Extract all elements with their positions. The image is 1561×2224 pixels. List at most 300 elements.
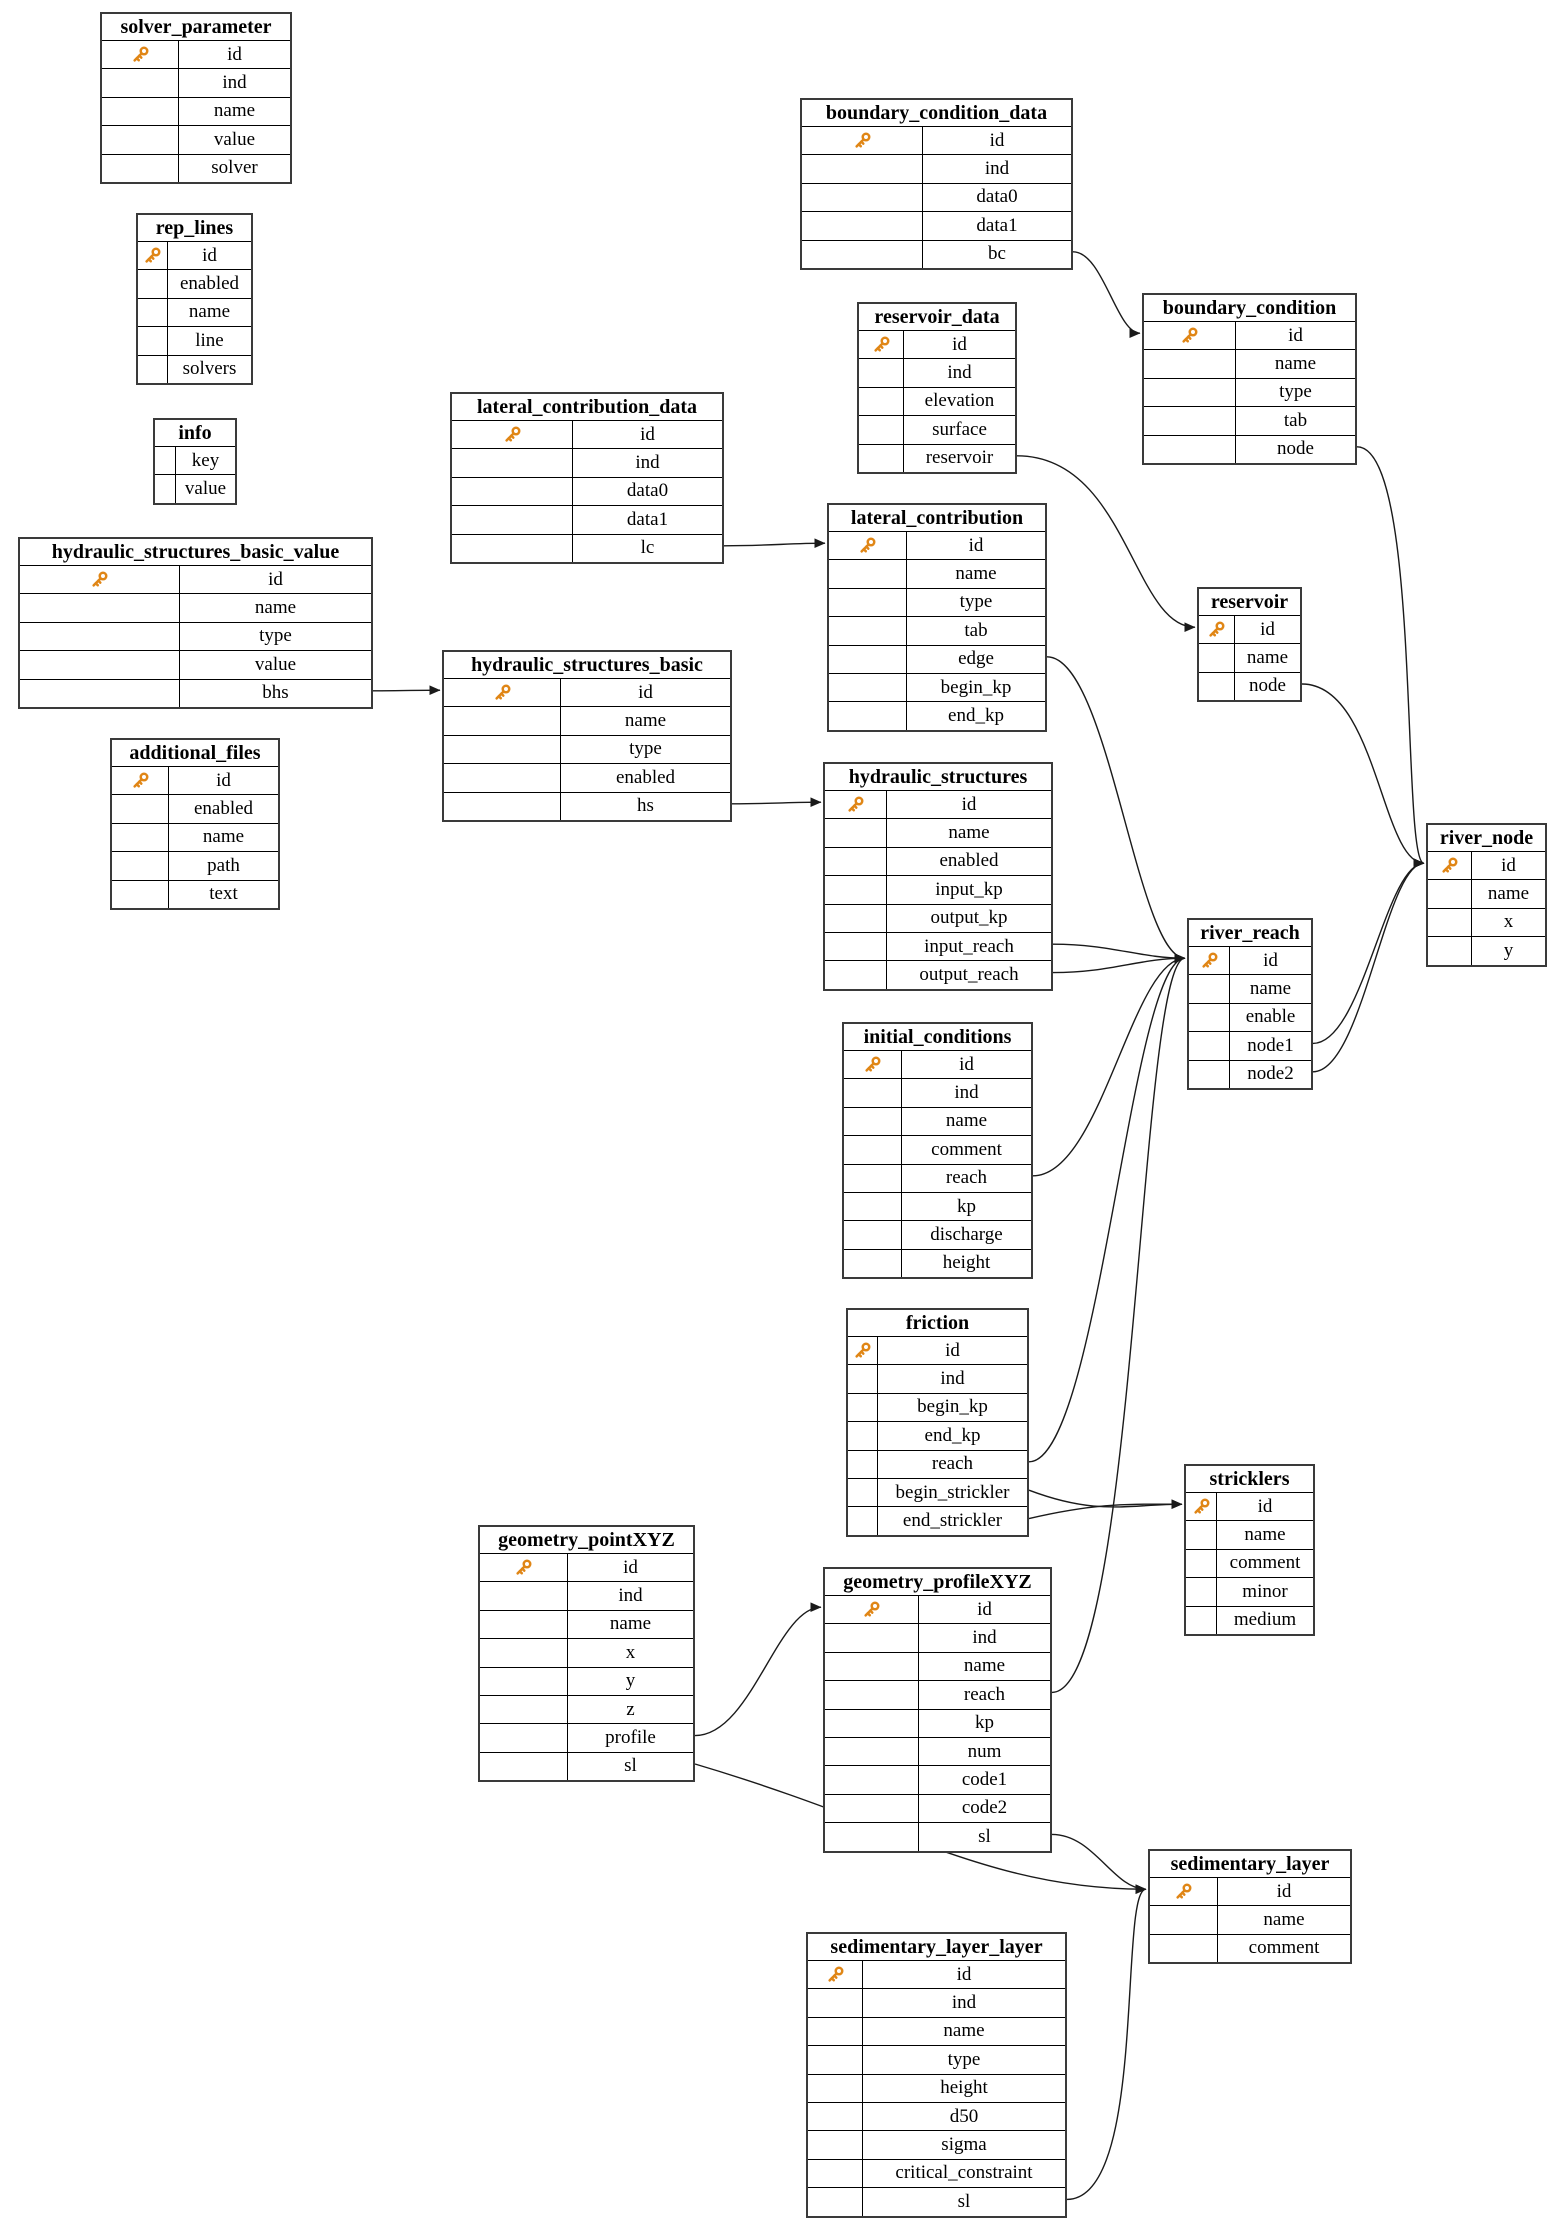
field-name: name [624, 710, 667, 732]
primary-key-icon [826, 1965, 845, 1984]
field-row-sedimentary_layer-comment [1150, 1934, 1350, 1962]
field-row-hydraulic_structures-id [825, 790, 1051, 818]
field-name: id [1257, 1495, 1273, 1517]
field-row-initial_conditions-id [844, 1050, 1031, 1078]
field-row-geometry_profileXYZ-id [825, 1595, 1050, 1623]
key-cell-empty [844, 1193, 902, 1220]
field-row-river_node-id [1428, 851, 1545, 879]
fk-edge-hydraulic_structures.output_reach-to-river_reach [1053, 958, 1185, 972]
table-hydraulic_structures_basic_value [18, 537, 373, 709]
field-row-lateral_contribution_data-ind [452, 448, 722, 476]
field-row-boundary_condition_data-data1 [802, 211, 1071, 239]
key-cell-empty [802, 184, 923, 211]
key-cell-empty [848, 1394, 878, 1421]
field-row-geometry_pointXYZ-x [480, 1638, 693, 1666]
field-row-lateral_contribution_data-data1 [452, 505, 722, 533]
field-name: x [1503, 911, 1514, 933]
key-cell-empty [20, 623, 180, 650]
field-name: sigma [941, 2134, 987, 2156]
field-name: value [184, 478, 227, 500]
field-name: type [1279, 381, 1312, 403]
table-title-river_reach: river_reach [1200, 921, 1300, 944]
field-name: id [1260, 618, 1275, 640]
field-name: name [1249, 978, 1292, 1000]
field-row-geometry_profileXYZ-name [825, 1652, 1050, 1680]
field-row-initial_conditions-height [844, 1249, 1031, 1277]
field-name: comment [1229, 1552, 1301, 1574]
field-row-lateral_contribution-tab [829, 616, 1045, 644]
field-name: id [1263, 949, 1278, 971]
field-row-geometry_profileXYZ-reach [825, 1680, 1050, 1708]
key-cell-empty [829, 589, 907, 616]
key-cell-empty [844, 1250, 902, 1277]
field-row-boundary_condition-node [1144, 435, 1355, 463]
field-name: end_strickler [902, 1510, 1003, 1532]
fk-edge-hydraulic_structures_basic.hs-to-hydraulic_structures [732, 802, 821, 804]
field-name: name [1274, 353, 1317, 375]
key-cell-empty [825, 876, 887, 903]
field-row-lateral_contribution-id [829, 531, 1045, 559]
primary-key-icon [131, 771, 150, 790]
key-cell-empty [829, 617, 907, 644]
primary-key-icon [858, 536, 877, 555]
key-cell-empty [480, 1753, 568, 1780]
primary-key-cell [20, 566, 180, 593]
key-cell-empty [829, 674, 907, 701]
field-row-boundary_condition-type [1144, 378, 1355, 406]
field-name: node2 [1247, 1063, 1294, 1085]
field-row-hydraulic_structures_basic-type [444, 735, 730, 763]
key-cell-empty [825, 905, 887, 932]
table-title-reservoir_data: reservoir_data [874, 305, 1000, 328]
field-name: begin_kp [940, 676, 1012, 698]
field-row-friction-end_kp [848, 1421, 1027, 1449]
field-row-sedimentary_layer_layer-sl [808, 2187, 1065, 2215]
table-initial_conditions [842, 1022, 1033, 1279]
field-row-geometry_pointXYZ-sl [480, 1752, 693, 1780]
primary-key-cell [452, 421, 573, 448]
field-row-sedimentary_layer_layer-d50 [808, 2102, 1065, 2130]
key-cell-empty [1189, 1032, 1230, 1059]
field-row-hydraulic_structures-output_kp [825, 904, 1051, 932]
field-name: name [1487, 883, 1530, 905]
key-cell-empty [808, 1989, 863, 2016]
field-name: input_kp [935, 878, 1003, 900]
field-row-stricklers-comment [1186, 1549, 1313, 1577]
key-cell-empty [848, 1365, 878, 1392]
primary-key-icon [846, 795, 865, 814]
key-cell-empty [844, 1165, 902, 1192]
key-cell-empty [1428, 880, 1472, 907]
field-row-hydraulic_structures-enabled [825, 847, 1051, 875]
field-row-river_reach-name [1189, 974, 1311, 1002]
field-row-solver_parameter-solver [102, 154, 290, 182]
primary-key-cell [848, 1337, 878, 1364]
key-cell-empty [20, 594, 180, 621]
primary-key-icon [863, 1055, 882, 1074]
field-row-solver_parameter-name [102, 97, 290, 125]
primary-key-icon [1174, 1882, 1193, 1901]
field-row-river_node-x [1428, 908, 1545, 936]
field-name: enabled [615, 766, 676, 788]
field-row-reservoir_data-ind [859, 358, 1015, 386]
field-row-hydraulic_structures-input_kp [825, 875, 1051, 903]
field-name: kp [957, 1195, 976, 1217]
field-row-hydraulic_structures_basic_value-type [20, 622, 371, 650]
field-row-rep_lines-enabled [138, 269, 251, 297]
table-title-solver_parameter: solver_parameter [120, 15, 272, 38]
field-name: lc [640, 537, 655, 559]
field-name: num [967, 1740, 1002, 1762]
field-name: value [254, 653, 297, 675]
field-row-lateral_contribution-begin_kp [829, 673, 1045, 701]
field-name: sl [978, 1825, 991, 1847]
field-row-additional_files-text [112, 880, 278, 908]
field-name: medium [1233, 1609, 1297, 1631]
field-row-rep_lines-line [138, 326, 251, 354]
field-row-hydraulic_structures-input_reach [825, 932, 1051, 960]
field-row-sedimentary_layer_layer-sigma [808, 2130, 1065, 2158]
table-boundary_condition_data [800, 98, 1073, 270]
field-row-lateral_contribution-edge [829, 645, 1045, 673]
field-name: node [1277, 438, 1314, 460]
table-lateral_contribution [827, 503, 1047, 732]
field-name: solvers [182, 358, 237, 380]
field-name: id [989, 129, 1005, 151]
field-name: id [1288, 324, 1303, 346]
table-title-hydraulic_structures: hydraulic_structures [848, 765, 1028, 788]
fk-edge-geometry_profileXYZ.reach-to-river_reach [1052, 958, 1185, 1692]
field-row-sedimentary_layer_layer-type [808, 2045, 1065, 2073]
field-row-boundary_condition_data-id [802, 126, 1071, 154]
field-name: id [216, 769, 231, 791]
field-row-sedimentary_layer_layer-name [808, 2017, 1065, 2045]
field-row-geometry_pointXYZ-ind [480, 1581, 693, 1609]
key-cell-empty [844, 1108, 902, 1135]
field-row-lateral_contribution-name [829, 559, 1045, 587]
primary-key-icon [90, 570, 109, 589]
primary-key-cell [138, 242, 168, 269]
primary-key-cell [829, 532, 907, 559]
field-row-river_node-name [1428, 879, 1545, 907]
table-sedimentary_layer [1148, 1849, 1352, 1964]
field-row-reservoir_data-elevation [859, 387, 1015, 415]
field-row-initial_conditions-reach [844, 1164, 1031, 1192]
field-row-geometry_profileXYZ-code1 [825, 1765, 1050, 1793]
field-name: ind [222, 72, 247, 94]
field-row-geometry_pointXYZ-name [480, 1610, 693, 1638]
field-name: elevation [924, 390, 995, 412]
key-cell-empty [844, 1079, 902, 1106]
field-name: type [259, 625, 292, 647]
key-cell-empty [20, 651, 180, 678]
table-title-lateral_contribution_data: lateral_contribution_data [477, 395, 697, 418]
primary-key-cell [808, 1961, 863, 1988]
key-cell-empty [848, 1507, 878, 1534]
key-cell-empty [802, 212, 923, 239]
key-cell-empty [844, 1136, 902, 1163]
key-cell-empty [848, 1422, 878, 1449]
field-row-boundary_condition-id [1144, 321, 1355, 349]
field-name: tab [964, 619, 988, 641]
field-row-friction-reach [848, 1450, 1027, 1478]
field-row-stricklers-medium [1186, 1606, 1313, 1634]
key-cell-empty [859, 388, 904, 415]
key-cell-empty [1428, 937, 1472, 964]
fk-edge-reservoir.node-to-river_node [1302, 684, 1424, 863]
field-name: name [1244, 1524, 1286, 1546]
field-name: id [959, 1053, 974, 1075]
field-name: name [188, 301, 231, 323]
primary-key-icon [1180, 326, 1199, 345]
table-rep_lines [136, 213, 253, 385]
table-title-river_node: river_node [1439, 826, 1534, 849]
field-row-river_reach-node2 [1189, 1060, 1311, 1088]
table-info [153, 418, 237, 505]
table-title-geometry_profileXYZ: geometry_profileXYZ [843, 1570, 1032, 1593]
key-cell-empty [20, 680, 180, 707]
fk-edge-boundary_condition_data.bc-to-boundary_condition [1073, 252, 1140, 333]
field-name: hs [637, 795, 654, 817]
field-name: reach [945, 1167, 988, 1189]
field-name: name [213, 100, 256, 122]
field-name: ind [984, 158, 1010, 180]
key-cell-empty [825, 1653, 919, 1680]
table-friction [846, 1308, 1029, 1537]
key-cell-empty [825, 1823, 919, 1850]
field-row-additional_files-name [112, 823, 278, 851]
key-cell-empty [829, 702, 907, 729]
key-cell-empty [138, 327, 168, 354]
field-name: d50 [949, 2105, 979, 2127]
field-name: text [209, 883, 238, 905]
key-cell-empty [848, 1479, 878, 1506]
fk-edge-geometry_pointXYZ.profile-to-geometry_profileXYZ [695, 1607, 821, 1735]
field-row-river_reach-node1 [1189, 1031, 1311, 1059]
field-name: id [202, 244, 217, 266]
field-name: id [968, 534, 984, 556]
primary-key-icon [1440, 856, 1459, 875]
field-row-stricklers-id [1186, 1492, 1313, 1520]
key-cell-empty [1144, 436, 1236, 463]
field-row-reservoir_data-id [859, 330, 1015, 358]
field-name: name [254, 597, 297, 619]
table-sedimentary_layer_layer [806, 1932, 1067, 2218]
field-name: name [1263, 1909, 1305, 1931]
key-cell-empty [825, 961, 887, 988]
field-name: name [945, 1110, 988, 1132]
primary-key-cell [1150, 1878, 1218, 1905]
field-row-geometry_profileXYZ-ind [825, 1623, 1050, 1651]
primary-key-icon [1207, 620, 1226, 639]
field-name: enabled [179, 273, 240, 295]
key-cell-empty [1150, 1906, 1218, 1933]
key-cell-empty [452, 506, 573, 533]
field-name: id [1276, 1880, 1292, 1902]
fk-edge-sedimentary_layer_layer.sl-to-sedimentary_layer [1067, 1889, 1146, 2199]
table-title-boundary_condition: boundary_condition [1162, 296, 1337, 319]
key-cell-empty [808, 2018, 863, 2045]
table-boundary_condition [1142, 293, 1357, 465]
primary-key-cell [859, 331, 904, 358]
field-row-reservoir_data-reservoir [859, 444, 1015, 472]
table-reservoir_data [857, 302, 1017, 474]
field-row-boundary_condition_data-bc [802, 240, 1071, 268]
key-cell-empty [112, 795, 169, 822]
table-title-boundary_condition_data: boundary_condition_data [825, 101, 1048, 124]
table-reservoir [1197, 587, 1302, 702]
field-row-river_node-y [1428, 936, 1545, 964]
key-cell-empty [825, 819, 887, 846]
field-name: line [195, 329, 224, 351]
field-name: data0 [976, 186, 1018, 208]
field-name: height [942, 1252, 991, 1274]
key-cell-empty [1144, 350, 1236, 377]
field-name: begin_strickler [895, 1481, 1010, 1503]
key-cell-empty [825, 1795, 919, 1822]
field-name: data1 [976, 214, 1018, 236]
field-row-initial_conditions-ind [844, 1078, 1031, 1106]
field-name: id [945, 1339, 960, 1361]
key-cell-empty [1428, 909, 1472, 936]
key-cell-empty [808, 2131, 863, 2158]
key-cell-empty [452, 535, 573, 562]
field-name: name [948, 822, 990, 844]
field-row-solver_parameter-ind [102, 68, 290, 96]
key-cell-empty [1150, 1935, 1218, 1962]
field-row-hydraulic_structures_basic-hs [444, 792, 730, 820]
field-row-reservoir-id [1199, 615, 1300, 643]
field-name: ind [954, 1082, 979, 1104]
field-row-friction-begin_kp [848, 1393, 1027, 1421]
table-title-friction: friction [905, 1311, 970, 1334]
key-cell-empty [480, 1639, 568, 1666]
field-row-geometry_profileXYZ-sl [825, 1822, 1050, 1850]
field-row-reservoir_data-surface [859, 415, 1015, 443]
field-row-lateral_contribution_data-lc [452, 534, 722, 562]
key-cell-empty [825, 1766, 919, 1793]
key-cell-empty [825, 1681, 919, 1708]
field-name: name [202, 826, 245, 848]
field-name: id [640, 423, 655, 445]
field-name: minor [1242, 1580, 1288, 1602]
field-name: enabled [193, 798, 254, 820]
field-row-lateral_contribution-type [829, 588, 1045, 616]
field-name: id [952, 333, 967, 355]
key-cell-empty [112, 881, 169, 908]
primary-key-cell [444, 679, 561, 706]
table-river_node [1426, 823, 1547, 967]
key-cell-empty [102, 155, 179, 182]
table-title-sedimentary_layer_layer: sedimentary_layer_layer [830, 1935, 1043, 1958]
field-name: comment [1248, 1937, 1320, 1959]
primary-key-icon [143, 246, 162, 265]
field-row-stricklers-name [1186, 1520, 1313, 1548]
field-name: reservoir [925, 447, 994, 469]
field-row-rep_lines-solvers [138, 355, 251, 383]
key-cell-empty [102, 98, 179, 125]
primary-key-cell [112, 767, 169, 794]
key-cell-empty [808, 2075, 863, 2102]
field-row-geometry_pointXYZ-y [480, 1667, 693, 1695]
field-row-reservoir-name [1199, 643, 1300, 671]
primary-key-cell [480, 1554, 568, 1581]
field-row-sedimentary_layer_layer-critical_constraint [808, 2159, 1065, 2187]
field-name: ind [618, 1585, 643, 1607]
key-cell-empty [1186, 1578, 1217, 1605]
key-cell-empty [112, 852, 169, 879]
key-cell-empty [480, 1668, 568, 1695]
field-name: begin_kp [917, 1396, 988, 1418]
table-solver_parameter [100, 12, 292, 184]
key-cell-empty [859, 416, 904, 443]
primary-key-cell [1199, 616, 1235, 643]
field-name: x [625, 1641, 636, 1663]
field-name: name [963, 1655, 1006, 1677]
key-cell-empty [155, 447, 176, 474]
key-cell-empty [444, 764, 561, 791]
field-name: id [638, 681, 653, 703]
field-row-friction-ind [848, 1364, 1027, 1392]
key-cell-empty [859, 359, 904, 386]
key-cell-empty [480, 1611, 568, 1638]
table-title-initial_conditions: initial_conditions [863, 1025, 1012, 1048]
key-cell-empty [155, 475, 176, 502]
table-title-stricklers: stricklers [1209, 1467, 1290, 1490]
fk-edge-hydraulic_structures_basic_value.bhs-to-hydraulic_structures_basic [373, 690, 440, 691]
table-lateral_contribution_data [450, 392, 724, 564]
key-cell-empty [829, 646, 907, 673]
key-cell-empty [1186, 1607, 1217, 1634]
fk-edge-initial_conditions.reach-to-river_reach [1033, 958, 1185, 1176]
field-row-hydraulic_structures-output_reach [825, 960, 1051, 988]
field-row-hydraulic_structures_basic_value-value [20, 650, 371, 678]
primary-key-cell [102, 41, 179, 68]
field-name: ind [940, 1368, 965, 1390]
field-row-reservoir-node [1199, 672, 1300, 700]
field-name: code2 [961, 1797, 1008, 1819]
key-cell-empty [102, 126, 179, 153]
table-river_reach [1187, 918, 1313, 1090]
field-row-initial_conditions-comment [844, 1135, 1031, 1163]
field-row-geometry_profileXYZ-kp [825, 1709, 1050, 1737]
primary-key-icon [514, 1558, 533, 1577]
field-row-friction-begin_strickler [848, 1478, 1027, 1506]
field-name: code1 [961, 1769, 1008, 1791]
field-row-geometry_pointXYZ-z [480, 1695, 693, 1723]
field-row-hydraulic_structures_basic_value-id [20, 565, 371, 593]
primary-key-icon [853, 1341, 872, 1360]
field-name: ind [635, 452, 660, 474]
fk-edge-friction.end_strickler-to-stricklers [1029, 1504, 1182, 1518]
table-title-additional_files: additional_files [129, 741, 261, 764]
field-name: y [625, 1670, 636, 1692]
field-name: sl [957, 2190, 971, 2212]
field-name: node [1249, 675, 1286, 697]
primary-key-icon [872, 335, 891, 354]
field-row-river_reach-enable [1189, 1003, 1311, 1031]
field-name: reach [931, 1453, 974, 1475]
field-row-geometry_profileXYZ-code2 [825, 1794, 1050, 1822]
key-cell-empty [452, 449, 573, 476]
field-row-info-key [155, 446, 235, 474]
field-name: id [956, 1963, 972, 1985]
field-row-friction-end_strickler [848, 1506, 1027, 1534]
field-name: output_kp [930, 907, 1008, 929]
primary-key-cell [1189, 947, 1230, 974]
field-name: name [609, 1613, 652, 1635]
field-name: id [268, 568, 283, 590]
